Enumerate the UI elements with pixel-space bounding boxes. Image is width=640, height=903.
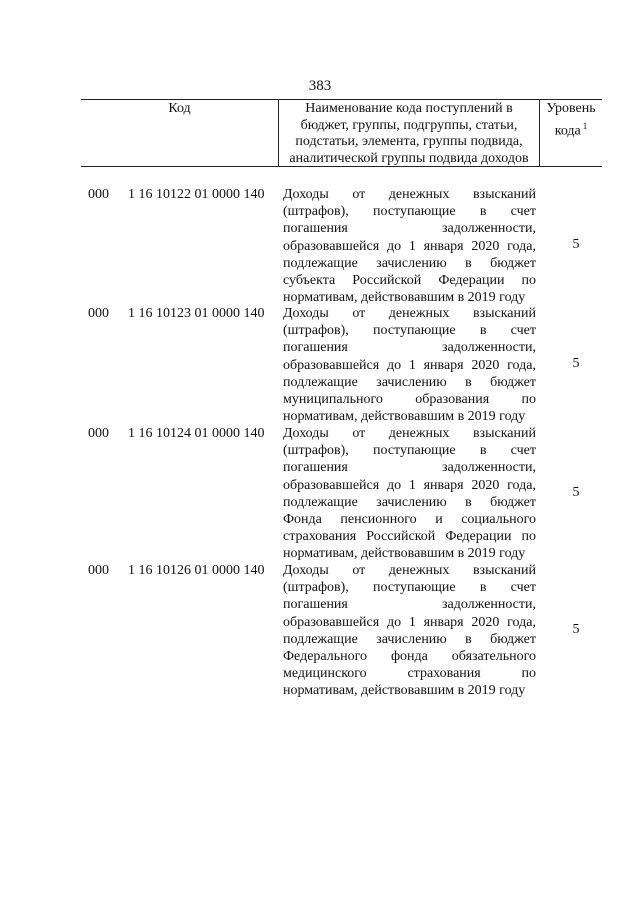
header-level-text: кода — [554, 123, 581, 139]
revenue-name-line: субъекта Российской Федерации по — [283, 273, 536, 289]
revenue-name-line: подлежащие зачислению в бюджет — [283, 494, 536, 510]
revenue-name-line: Фонда пенсионного и социального — [283, 512, 536, 528]
revenue-name — [283, 425, 536, 563]
revenue-name-line: образовавшейся до 1 января 2020 года, — [283, 477, 536, 493]
revenue-name-line: Доходы от денежных взысканий — [283, 187, 536, 202]
revenue-name-line: Доходы от денежных взысканий — [283, 563, 536, 578]
code-level: 5 — [572, 237, 580, 252]
revenue-name — [283, 305, 536, 425]
revenue-name-line: подлежащие зачислению в бюджет — [283, 631, 536, 647]
header-level-line1: Уровень — [546, 101, 596, 116]
revenue-name-line: образовавшейся до 1 января 2020 года, — [283, 614, 536, 630]
revenue-name-line: погашения задолженности, — [283, 221, 536, 237]
revenue-name-line: (штрафов), поступающие в счет — [283, 323, 536, 339]
budget-code: 000 — [88, 187, 109, 202]
revenue-name-line: погашения задолженности, — [283, 340, 536, 356]
page-number: 383 — [308, 78, 332, 94]
revenue-name-line: Федерального фонда обязательного — [283, 649, 536, 665]
revenue-name-line: образовавшейся до 1 января 2020 года, — [283, 357, 536, 373]
code-level: 5 — [572, 485, 580, 500]
table-header — [81, 99, 602, 167]
footnote-marker: 1 — [582, 120, 588, 131]
revenue-name-line: Доходы от денежных взысканий — [283, 306, 536, 321]
revenue-name-line: подлежащие зачислению в бюджет — [283, 374, 536, 390]
budget-code: 000 — [88, 306, 109, 321]
revenue-name-line: (штрафов), поступающие в счет — [283, 580, 536, 596]
revenue-name-line: (штрафов), поступающие в счет — [283, 443, 536, 459]
header-code: Код — [168, 101, 191, 116]
revenue-code: 1 16 10122 01 0000 140 — [128, 187, 265, 202]
revenue-name-line: страхования Российской Федерации по — [283, 529, 536, 545]
revenue-name-line: погашения задолженности, — [283, 460, 536, 476]
revenue-name-line: погашения задолженности, — [283, 597, 536, 613]
code-level: 5 — [572, 622, 580, 637]
header-name-line: аналитической группы подвида доходов — [289, 150, 529, 166]
header-name — [278, 100, 540, 166]
revenue-code: 1 16 10123 01 0000 140 — [128, 306, 265, 321]
header-level — [540, 100, 602, 166]
revenue-name-line: нормативам, действовавшим в 2019 году — [283, 290, 526, 306]
budget-code: 000 — [88, 563, 109, 578]
revenue-name-line: нормативам, действовавшим в 2019 году — [283, 683, 526, 699]
revenue-name — [283, 186, 536, 306]
revenue-name-line: образовавшейся до 1 января 2020 года, — [283, 238, 536, 254]
budget-code: 000 — [88, 426, 109, 441]
revenue-name — [283, 562, 536, 700]
header-name-line: Наименование кода поступлений в — [305, 101, 513, 116]
revenue-name-line: нормативам, действовавшим в 2019 году — [283, 546, 526, 562]
revenue-code: 1 16 10124 01 0000 140 — [128, 426, 265, 441]
revenue-name-line: медицинского страхования по — [283, 666, 536, 682]
code-level: 5 — [572, 356, 580, 371]
revenue-name-line: Доходы от денежных взысканий — [283, 426, 536, 441]
header-name-line: подстатьи, элемента, группы подвида, — [295, 134, 523, 149]
revenue-name-line: подлежащие зачислению в бюджет — [283, 255, 536, 271]
revenue-name-line: нормативам, действовавшим в 2019 году — [283, 409, 526, 425]
revenue-name-line: (штрафов), поступающие в счет — [283, 204, 536, 220]
header-level-line2 — [540, 118, 602, 140]
revenue-name-line: муниципального образования по — [283, 392, 536, 408]
header-name-line: бюджет, группы, подгруппы, статьи, — [300, 117, 518, 133]
revenue-code: 1 16 10126 01 0000 140 — [128, 563, 265, 578]
